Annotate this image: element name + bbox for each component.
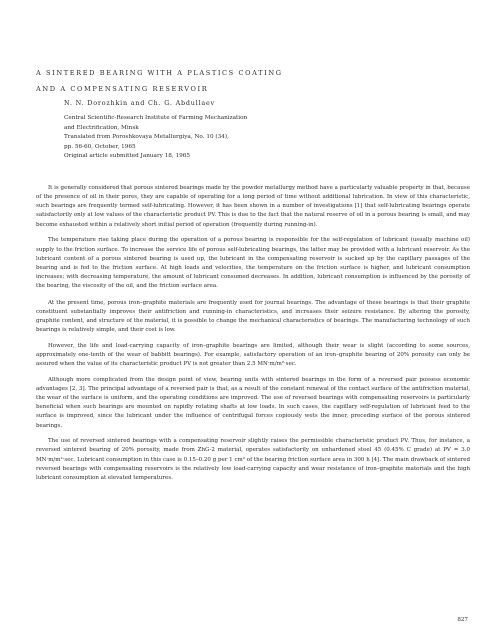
affiliation-line: Central Scientific-Research Institute of Farming Mechanization [64, 115, 248, 121]
paragraph: At the present time, porous iron–graphite materials are frequently used for journal bearings. The advantage of these bearings is that their graphite constituent substantially improves their antifriction and running-in characteristics, and increases their seizure resistance. By altering the porosity, graphite content, and structure of the material, it is possible to change the mechanical characteristics of bearings. The manufacturing technology of such bearings is relatively simple, and their cost is low. [36, 299, 470, 333]
page-number: 827 [457, 617, 468, 623]
paragraph: However, the life and load-carrying capacity of iron–graphite bearings are limited, although their wear is slight (according to some sources, approximately one-tenth of the wear of babbitt bearings). For example, satisfactory operation of an iron–graphite bearing of 20% porosity can only be assured when the value of its characteristic product PV is not greater than 2.5 MN·m/m²·sec. [36, 342, 470, 368]
submission-date-line: Original article submitted January 18, 1965 [64, 153, 191, 160]
affiliation-line: and Electrification, Minsk [64, 124, 139, 131]
pages-line: pp. 56-60, October, 1965 [64, 143, 136, 150]
title-line-2: AND A COMPENSATING RESERVOIR [36, 85, 209, 93]
title-line-1: A SINTERED BEARING WITH A PLASTICS COATING [36, 69, 283, 77]
paragraph: It is generally considered that porous sintered bearings made by the powder metallurgy method have a particularly valuable property in that, because of the presence of oil in their pores, they are capable of operating for a long period of time without additional lubrication. In view of this characteristic, such bearings are frequently termed self-lubricating. However, it has been shown in a number of investigations [1] that self-lubricating bearings operate satisfactorily only at low values of the characteristic product PV. This is due to the fact that the natural reserve of oil in a porous bearing is small, and may become exhausted within a relatively short initial period of operation (frequently during running-in). [36, 185, 470, 228]
article-body [36, 184, 470, 490]
paragraph: The temperature rise taking place during the operation of a porous bearing is responsible for the self-regulation of lubricant (usually machine oil) supply to the friction surface. To increase the service life of porous self-lubricating bearings, the latter may be provided with a lubricant reservoir. As the lubricant content of a porous sintered bearing is used up, the lubricant in the compensating reservoir is sucked up by the capillary passages of the bearing and is fed to the friction surface. At high loads and velocities, the temperature on the friction surface is higher, and lubricant consumption increases; with decreasing temperature, the amount of lubricant consumed decreases. In addition, lubricant consumption is influenced by the porosity of the bearing, the viscosity of the oil, and the friction surface area. [36, 237, 470, 290]
translation-source-line: Translated from Poroshkovaya Metallurgiya, No. 10 (34), [64, 134, 229, 141]
authors: N. N. Dorozhkin and Ch. G. Abdullaev [64, 99, 215, 107]
affiliation-block [64, 114, 444, 162]
paragraph: Although more complicated from the design point of view, bearing units with sintered bearings in the form of a reversed pair possess economic advantages [2, 3]. The principal advantage of a reversed pair is that, as a result of the constant renewal of the contact surface of the antifriction material, the wear of the surface is uniform, and the operating conditions are improved. The use of reversed bearings with compensating reservoirs is particularly beneficial when such bearings are mounted on rapidly rotating shafts at low loads. In such cases, the capillary self-regulation of lubricant feed to the surface is improved, since the lubricant under the influence of centrifugal forces copiously wets the inner, preceding surface of the porous sintered bearings. [36, 376, 470, 429]
paragraph: The use of reversed sintered bearings with a compensating reservoir slightly raises the permissible characteristic product PV. Thus, for instance, a reversed sintered bearing of 20% porosity, made from ZhG-2 material, operates satisfactorily on unhardened steel 45 (0.45% C grade) at PV = 3.0 MN·m/m²·sec. Lubricant consumption in this case is 0.15–0.20 g per 1 cm² of the bearing friction surface area in 300 h [4]. The main drawback of sintered reversed bearings with compensating reservoirs is the relatively low load-carrying capacity and wear resistance of iron–graphite materials and the high lubricant consumption at elevated temperatures. [36, 438, 470, 481]
article-title [36, 65, 456, 97]
